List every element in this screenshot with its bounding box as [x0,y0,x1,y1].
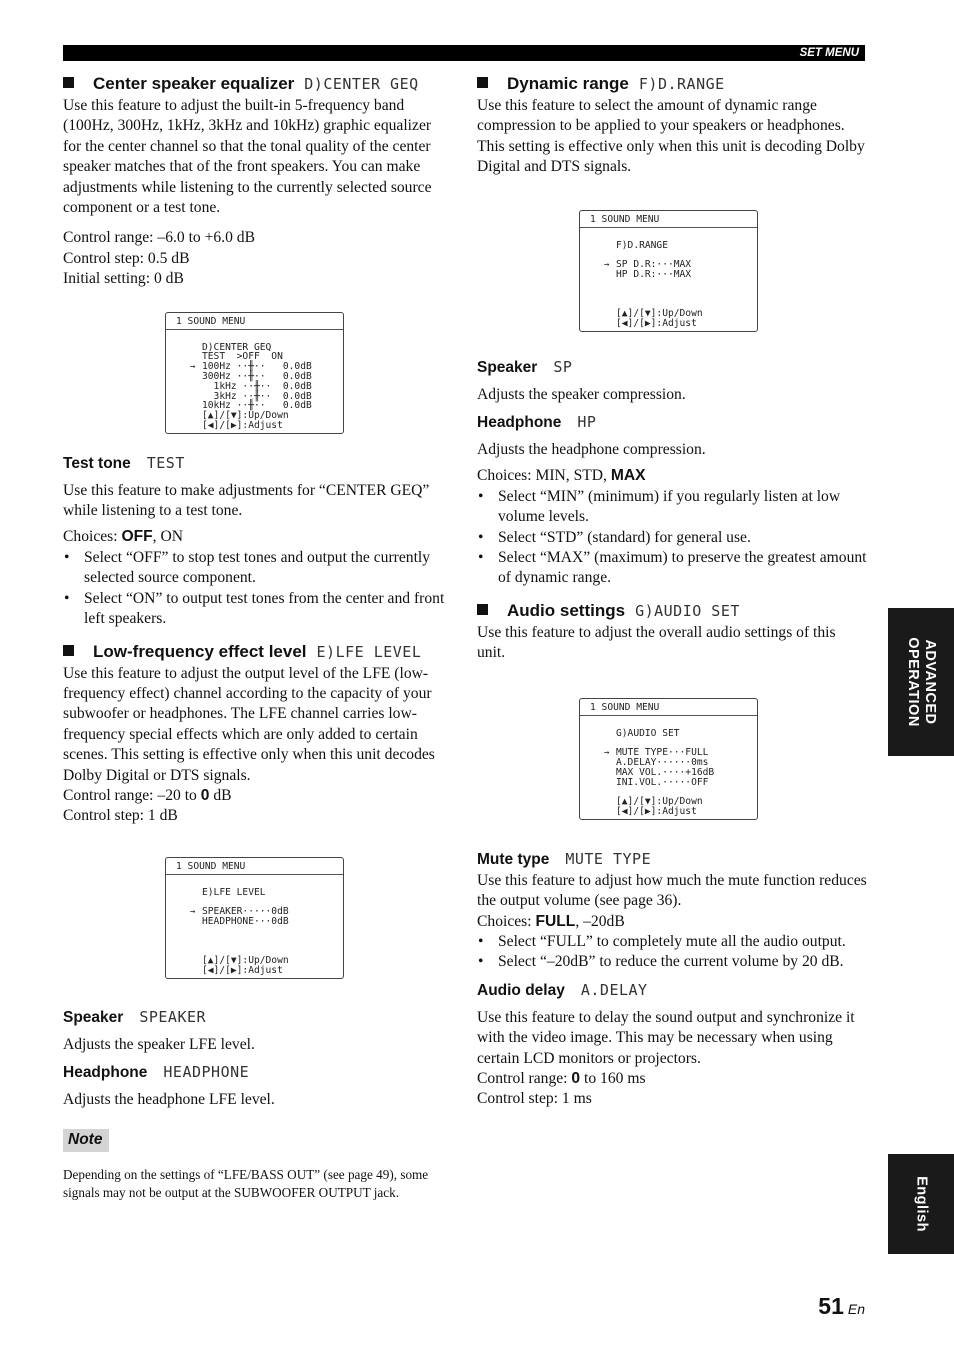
list-item: • Select “STD” (standard) for general use. [477,528,867,548]
list-item: • Select “OFF” to stop test tones and output the currently selected source component. [63,548,453,589]
lcd-label: MUTE TYPE [565,849,652,868]
cursor-arrow-icon: → [190,361,196,372]
bullet-square-icon [477,77,488,88]
dynamic-range-screen: 1 SOUND MENU → F)D.RANGE SP D.R:···MAX HP D.R:···MAX [▲]/[▼]:Up/Down [◀]/[▶]:Adjust [579,210,758,332]
list-item: • Select “MIN” (minimum) if you regularly listen at low volume levels. [477,487,867,528]
bullet-square-icon [63,77,74,88]
cursor-arrow-icon: → [604,747,610,758]
lcd-label: D)CENTER GEQ [304,75,419,93]
test-tone-description: Use this feature to make adjustments for “CENTER GEQ” while listening to a test tone. [63,481,430,520]
list-item: • Select “–20dB” to reduce the current volume by 20 dB. [477,952,867,972]
cursor-arrow-icon: → [190,906,196,917]
list-item: • Select “MAX” (maximum) to preserve the greatest amount of dynamic range. [477,548,867,589]
center-eq-screen: 1 SOUND MENU → D)CENTER GEQ TEST >OFF ON 100Hz ··╫·· 0.0dB 300Hz ··╫·· 0.0dB 1kHz ··╫·· 0.0dB 3kHz ··╫·· 0.0dB 10kHz ··╫·· 0.0dB [▲]/[▼]:Up/Down [◀]/[▶]:Adjust [165,312,344,434]
page-number: 51 En [818,1293,865,1319]
drc-speaker-description: Adjusts the speaker compression. [477,385,686,403]
drc-headphone-heading: Headphone HP [477,413,597,432]
section-label: SET MENU [799,47,859,59]
list-item: • Select “ON” to output test tones from the center and front left speakers. [63,589,453,630]
lfe-headphone-heading: Headphone HEADPHONE [63,1063,250,1082]
side-tab-advanced-operation: ADVANCED OPERATION [888,608,954,756]
lfe-speaker-description: Adjusts the speaker LFE level. [63,1035,255,1053]
mute-type-choices: Choices: FULL, –20dB [477,912,625,930]
audio-settings-heading: Audio settings G)AUDIO SET [477,599,867,623]
mute-type-bullets [477,932,867,973]
bullet-square-icon [477,604,488,615]
lfe-description: Use this feature to adjust the output level of the LFE (low-frequency effect) channel according to the capacity of your subwoofer or headphones. The LFE channel carries low-frequency special effects which are only added to certain scenes. This setting is effective only when this unit decodes Dolby Digital or DTS signals. [63,664,435,784]
right-column [477,72,867,1110]
lcd-label: HP [577,413,597,432]
lfe-speaker-heading: Speaker SPEAKER [63,1007,207,1026]
lfe-screen: 1 SOUND MENU → E)LFE LEVEL SPEAKER·····0dB HEADPHONE···0dB [▲]/[▼]:Up/Down [◀]/[▶]:Adjust [165,857,344,979]
lcd-label: A.DELAY [580,980,648,999]
test-tone-choices: Choices: OFF, ON [63,528,183,546]
center-eq-initial: Initial setting: 0 dB [63,270,184,288]
lcd-label: TEST [146,453,185,472]
mute-type-heading: Mute type MUTE TYPE [477,849,652,868]
drc-speaker-heading: Speaker SP [477,357,573,376]
center-eq-description: Use this feature to adjust the built-in 5-frequency band (100Hz, 300Hz, 1kHz, 3kHz and 10kHz) graphic equalizer for the center channel so that the tonal quality of the center speaker matches that of the front speakers. You can make adjustments while listening to the currently selected source component or a test tone. [63,97,432,217]
center-eq-range: Control range: –6.0 to +6.0 dB [63,229,256,247]
mute-type-description: Use this feature to adjust how much the mute function reduces the output volume (see page 36). [477,871,867,910]
dynamic-range-description: Use this feature to select the amount of dynamic range compression to be applied to your speakers or headphones. This setting is effective only when this unit is decoding Dolby Digital and DTS signals. [477,97,865,176]
audio-delay-step: Control step: 1 ms [477,1090,592,1108]
lcd-label: F)D.RANGE [638,75,725,93]
audio-delay-range: Control range: 0 to 160 ms [477,1069,646,1087]
dynamic-range-heading: Dynamic range F)D.RANGE [477,72,867,96]
audio-delay-heading: Audio delay A.DELAY [477,980,648,999]
section-header-bar [63,45,865,61]
lfe-heading: Low-frequency effect level E)LFE LEVEL [63,640,453,664]
lcd-label: SP [553,357,573,376]
drc-headphone-description: Adjusts the headphone compression. [477,441,706,459]
note-label: Note [63,1129,109,1152]
center-eq-step: Control step: 0.5 dB [63,249,190,267]
audio-delay-description: Use this feature to delay the sound output and synchronize it with the video image. This may be necessary when using certain LCD monitors or projectors. [477,1008,855,1067]
lcd-label: E)LFE LEVEL [316,642,422,661]
audio-settings-description: Use this feature to adjust the overall audio settings of this unit. [477,623,836,662]
lfe-step: Control step: 1 dB [63,807,178,825]
note-text: Depending on the settings of “LFE/BASS OUT” (see page 49), some signals may not be output at the SUBWOOFER OUTPUT jack. [63,1166,429,1200]
lcd-label: SPEAKER [139,1007,207,1026]
drc-bullets [477,487,867,589]
bullet-square-icon [63,645,74,656]
lfe-range: Control range: –20 to 0 dB [63,786,232,804]
cursor-arrow-icon: → [604,259,610,270]
test-tone-bullets [63,548,453,630]
left-column [63,72,453,1202]
center-eq-heading: Center speaker equalizer D)CENTER GEQ [63,72,453,96]
lfe-headphone-description: Adjusts the headphone LFE level. [63,1091,275,1109]
list-item: • Select “FULL” to completely mute all the audio output. [477,932,867,952]
test-tone-heading: Test tone TEST [63,453,185,472]
lcd-label: G)AUDIO SET [635,601,740,620]
side-tab-language: English [888,1154,954,1254]
drc-choices: Choices: MIN, STD, MAX [477,467,646,485]
lcd-label: HEADPHONE [163,1063,250,1082]
audio-settings-screen: 1 SOUND MENU → G)AUDIO SET MUTE TYPE···FULL A.DELAY······0ms MAX VOL.····+16dB INI.VOL.·····OFF [▲]/[▼]:Up/Down [◀]/[▶]:Adjust [579,698,758,820]
